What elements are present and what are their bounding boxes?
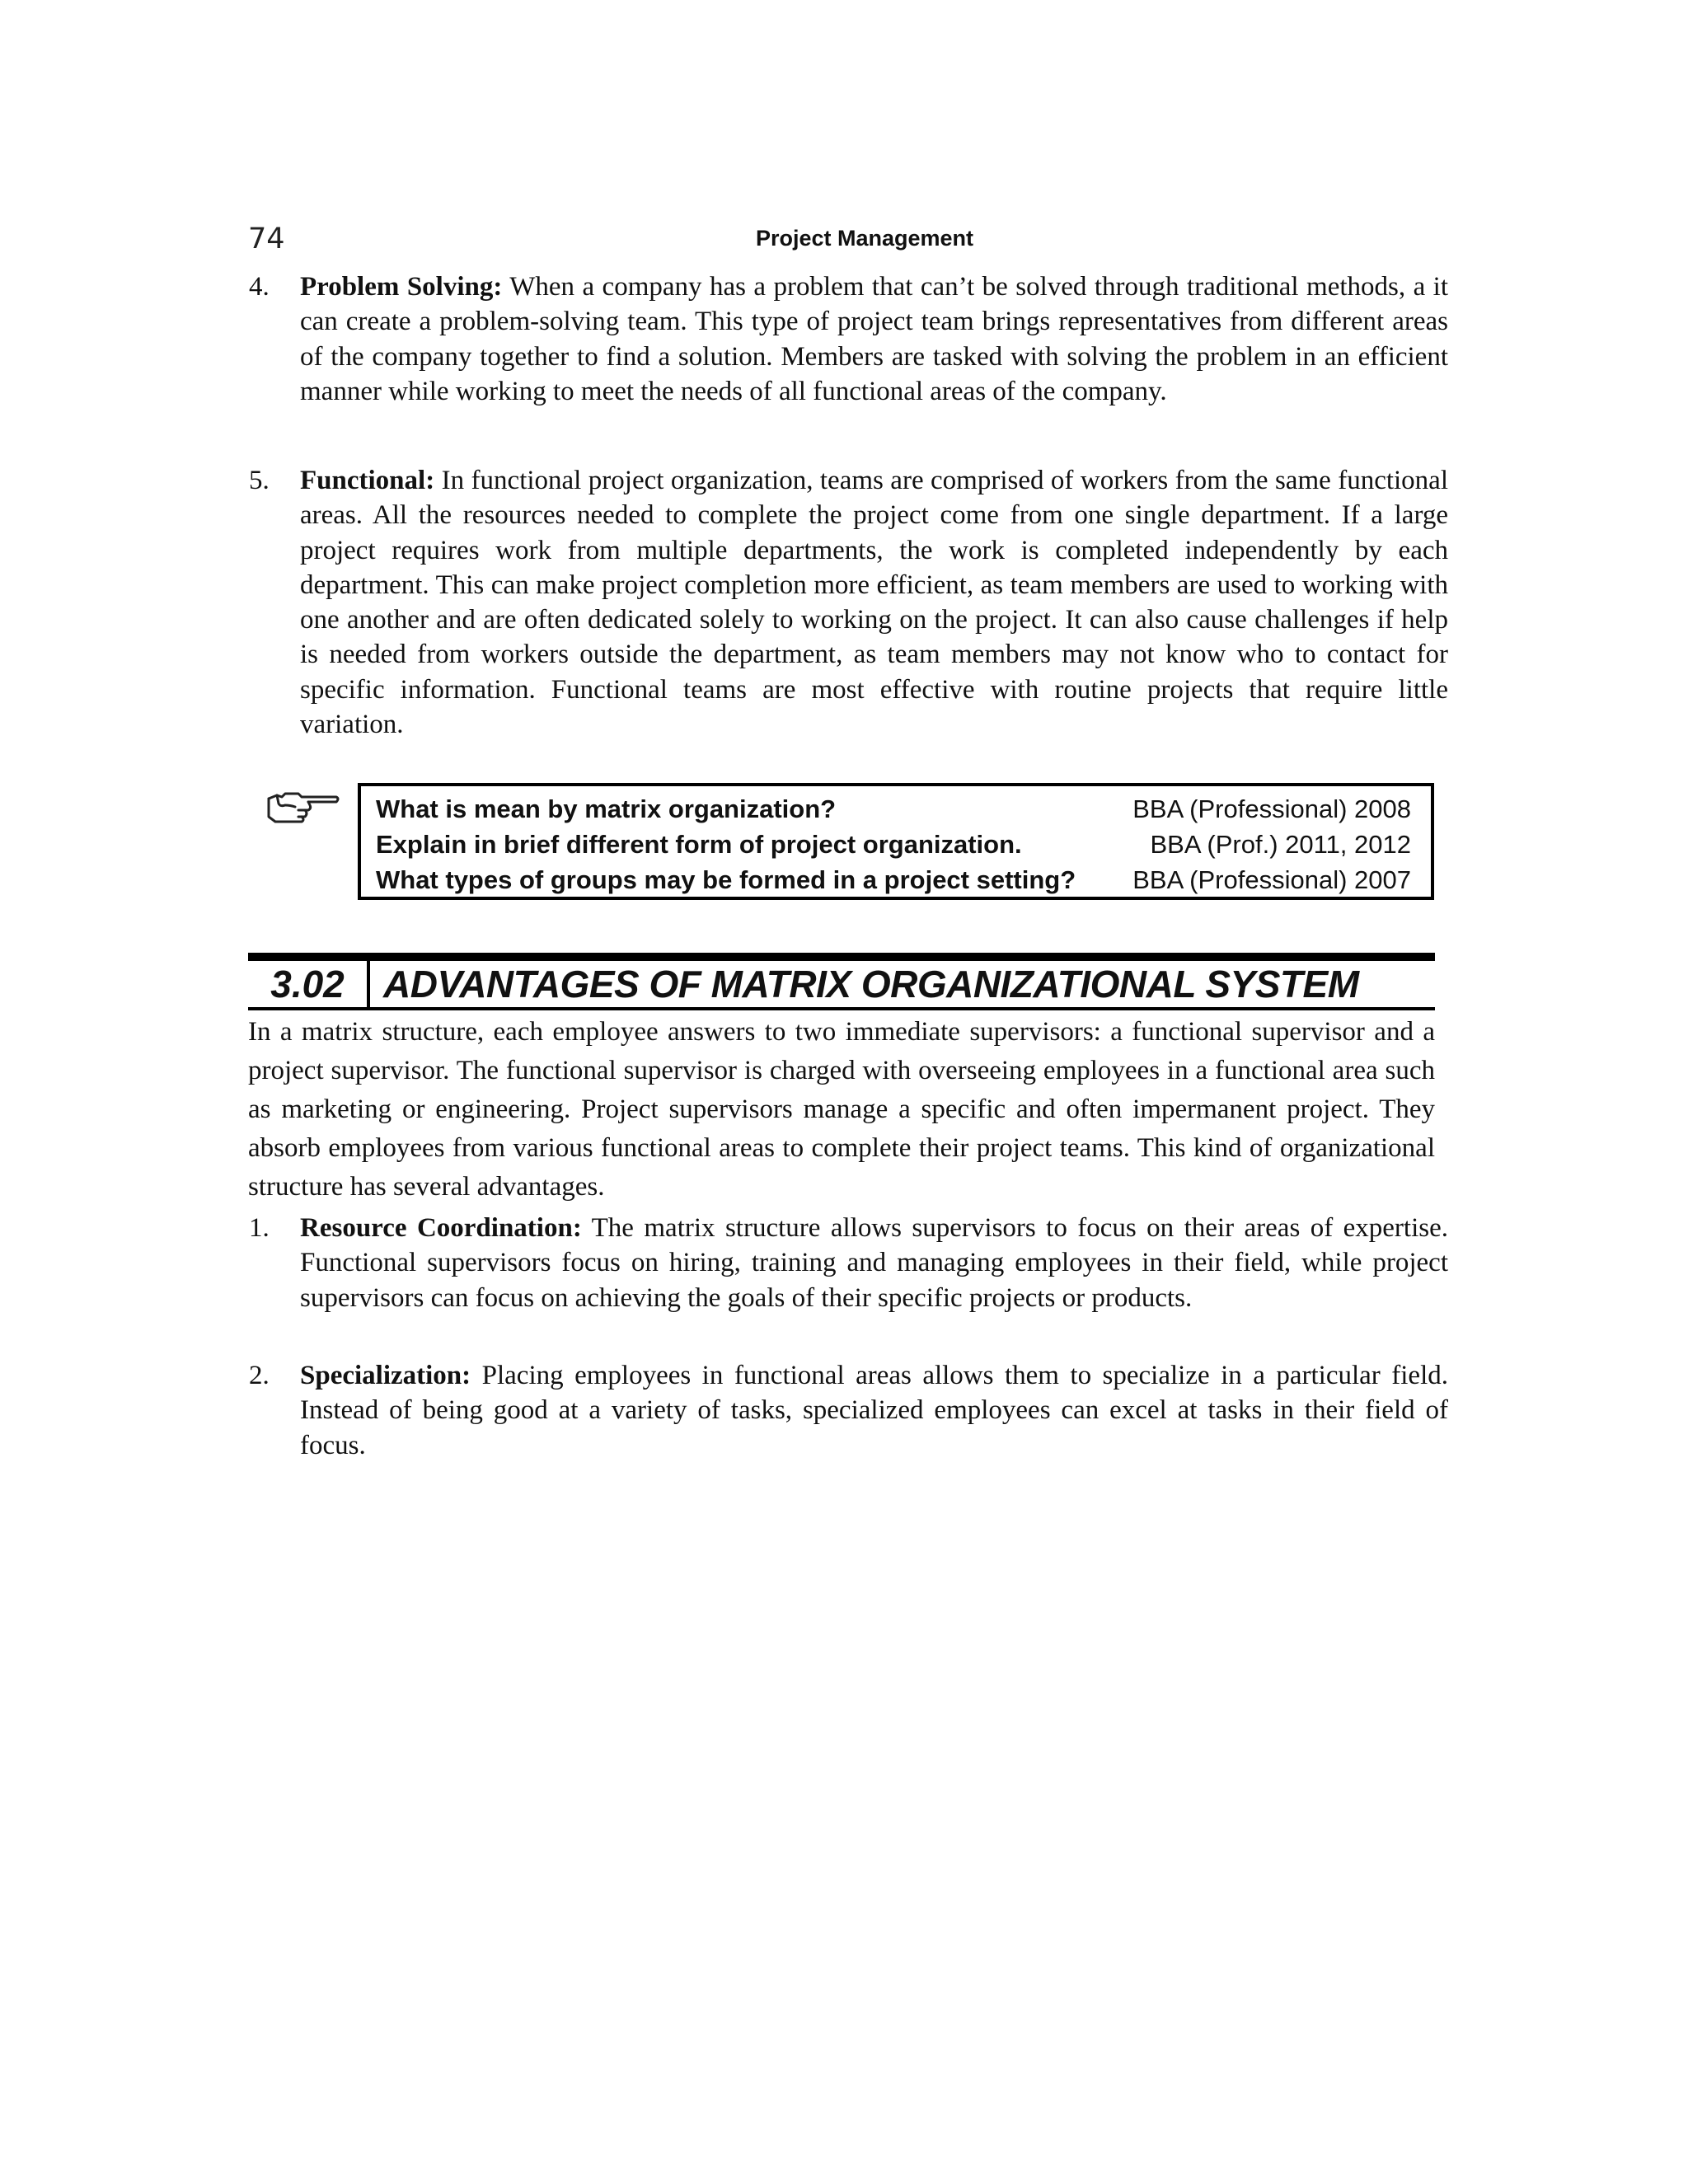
list-item-body [300,1358,1448,1463]
list-item-resource-coordination [249,1211,1448,1315]
question-row [376,827,1411,862]
list-item-text: Placing employees in functional areas allows them to specialize in a particular field. Instead of being good at a variety of tasks, specialized employees can excel at tasks in their field of focus. [300,1361,1448,1460]
question-source: BBA (Professional) 2008 [1132,794,1411,823]
question-source: BBA (Prof.) 2011, 2012 [1150,830,1411,859]
question-source: BBA (Professional) 2007 [1132,865,1411,894]
section-intro-paragraph: In a matrix structure, each employee answers to two immediate supervisors: a functional supervisor and a project supervisor. The functional supervisor is charged with overseeing employees in a functional area such as marketing or engineering. Project supervisors manage a specific and often impermanent project. They absorb employees from various functional areas to complete their project teams. This kind of organizational structure has several advantages. [248,1017,1435,1202]
list-item-functional [249,463,1448,742]
list-item-lead: Specialization: [300,1361,471,1390]
question-text: What is mean by matrix organization? [376,794,837,823]
list-item-body [300,463,1448,742]
list-item-lead: Functional: [300,466,435,495]
list-item-problem-solving [249,269,1448,409]
list-item-number: 1. [249,1213,270,1243]
list-item-lead: Problem Solving: [300,272,503,302]
question-row [376,791,1411,827]
list-item-text: The matrix structure allows supervisors to focus on their areas of expertise. Functional supervisors focus on hiring, training and managing employees in their field, while project supervisors can focus on achieving the goals of their specific projects or products. [300,1213,1448,1313]
list-item-body [300,1211,1448,1315]
list-item-text: When a company has a problem that can’t be solved through traditional methods, a it can create a problem-solving team. This type of project team brings representatives from different areas of the company together to find a solution. Members are tasked with solving the problem in an efficient manner while working to meet the needs of all functional areas of the company. [300,272,1449,406]
list-item-number: 5. [249,466,270,495]
exam-questions-box [358,783,1434,900]
list-item-number: 4. [249,272,270,302]
question-text: Explain in brief different form of project organization. [376,830,1022,859]
section-number: 3.02 [248,961,370,1007]
page-number: 74 [248,223,285,255]
question-row [376,862,1411,898]
question-text: What types of groups may be formed in a project setting? [376,865,1076,894]
list-item-specialization [249,1358,1448,1463]
list-item-body [300,269,1448,409]
list-item-text: In functional project organization, teams are comprised of workers from the same functional areas. All the resources needed to complete the project come from one single department. If a large project requires work from multiple departments, the work is completed independently by each department. This can make project completion more efficient, as team members are used to working with one another and are often dedicated solely to working on the project. It can also cause challenges if help is needed from workers outside the department, as team members may not know who to contact for specific information. Functional teams are most effective with routine projects that require little variation. [300,466,1448,740]
list-item-lead: Resource Coordination: [300,1213,582,1243]
section-heading [248,953,1435,1010]
section-title: ADVANTAGES OF MATRIX ORGANIZATIONAL SYSTEM [383,963,1359,1005]
list-item-number: 2. [249,1361,270,1390]
running-title: Project Management [755,226,974,251]
pointing-hand-icon [265,787,341,828]
